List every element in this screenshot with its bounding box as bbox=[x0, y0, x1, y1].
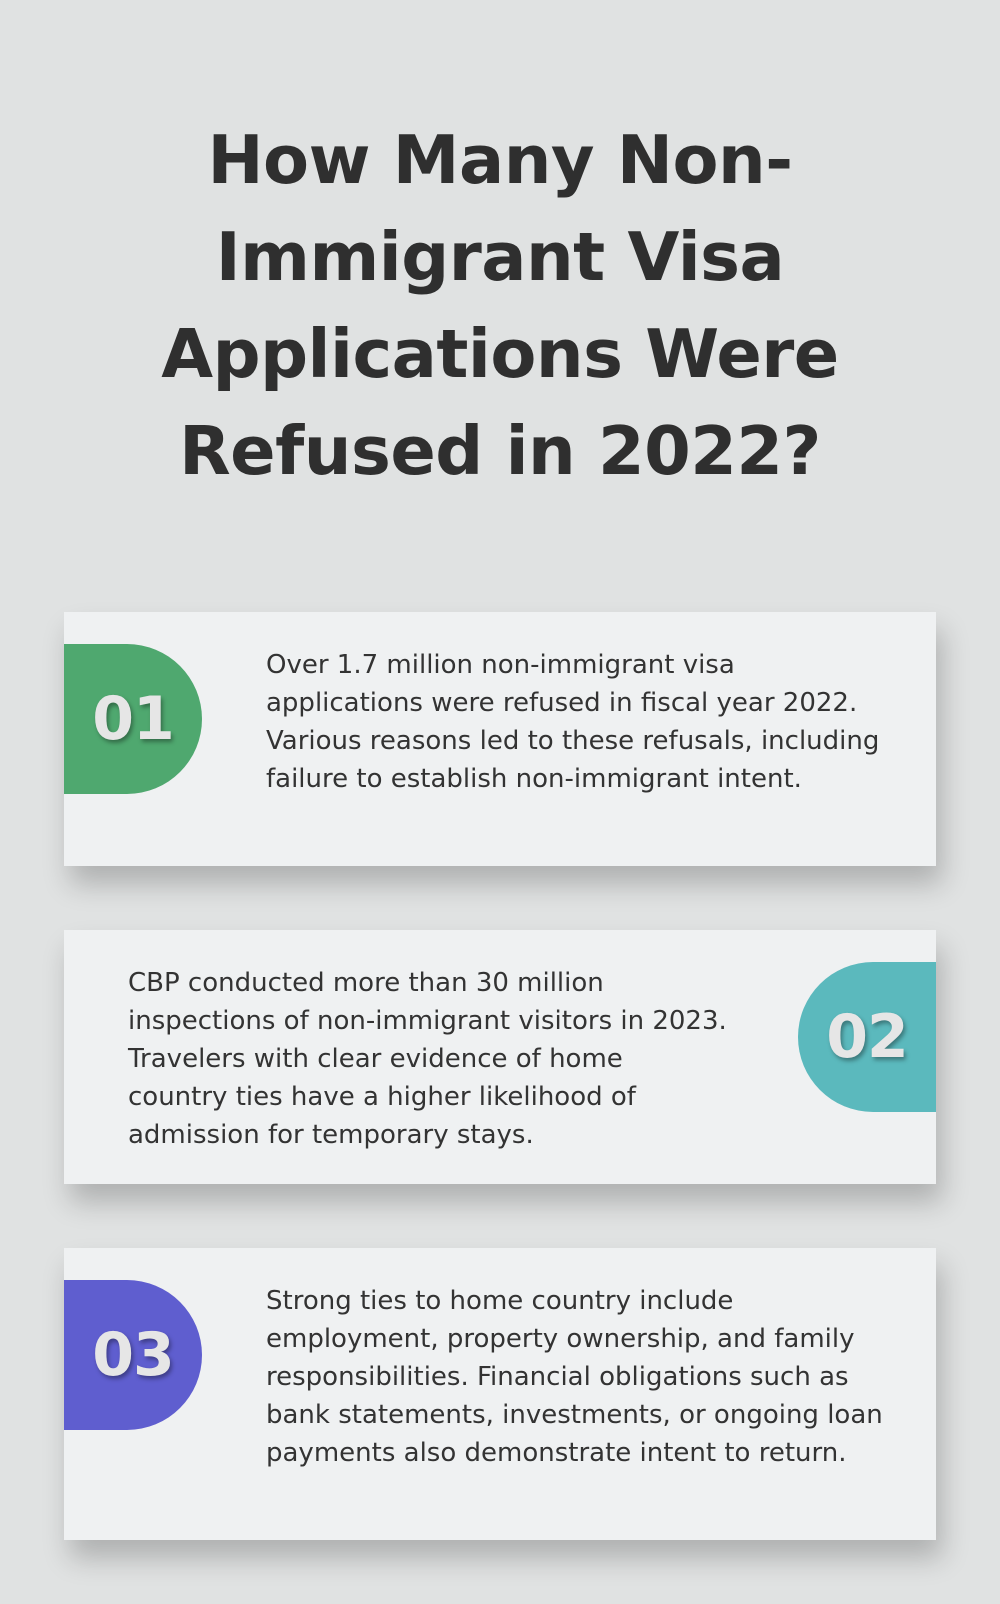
info-card-3 bbox=[64, 1248, 936, 1540]
card-text-1: Over 1.7 million non-immigrant visa applications were refused in fiscal year 2022. Various reasons led to these refusals, including failure to establish non-immigrant intent. bbox=[266, 650, 880, 794]
number-badge-2: 02 bbox=[798, 962, 936, 1112]
card-text-2: CBP conducted more than 30 million inspections of non-immigrant visitors in 2023. Travelers with clear evidence of home country ties have a higher likelihood of admission for temporary stays. bbox=[128, 968, 727, 1150]
number-badge-1: 01 bbox=[64, 644, 202, 794]
page-title: How Many Non-Immigrant Visa Applications Were Refused in 2022? bbox=[161, 121, 839, 490]
info-card-1 bbox=[64, 612, 936, 866]
info-card-2 bbox=[64, 930, 936, 1184]
number-badge-3: 03 bbox=[64, 1280, 202, 1430]
card-text-3: Strong ties to home country include employment, property ownership, and family responsibilities. Financial obligations such as bank statements, investments, or ongoing loan payments also demonstrate intent to return. bbox=[266, 1286, 883, 1468]
